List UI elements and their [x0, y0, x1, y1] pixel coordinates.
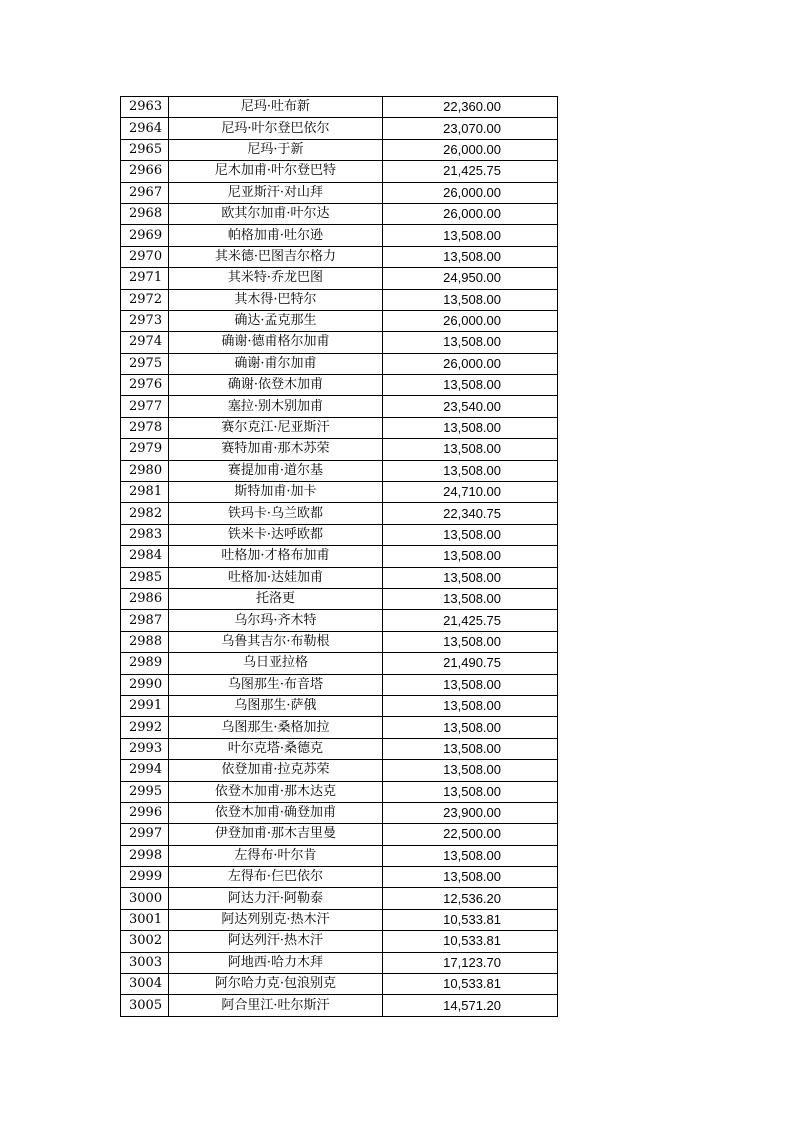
table-row: [121, 738, 558, 759]
amount-cell: 13,508.00: [383, 439, 558, 460]
data-table: [120, 96, 558, 1017]
table-row: [121, 246, 558, 267]
table-row: [121, 588, 558, 609]
name-cell: 伊登加甫·那木吉里曼: [169, 824, 383, 845]
row-number-cell: 2970: [121, 246, 169, 267]
table-row: [121, 546, 558, 567]
row-number-cell: 2987: [121, 610, 169, 631]
row-number-cell: 2971: [121, 268, 169, 289]
name-cell: 帕格加甫·吐尔逊: [169, 225, 383, 246]
amount-cell: 23,540.00: [383, 396, 558, 417]
table-row: [121, 974, 558, 995]
table-row: [121, 760, 558, 781]
amount-cell: 26,000.00: [383, 139, 558, 160]
amount-cell: 13,508.00: [383, 738, 558, 759]
table-row: [121, 995, 558, 1016]
row-number-cell: 2981: [121, 482, 169, 503]
row-number-cell: 2976: [121, 375, 169, 396]
amount-cell: 10,533.81: [383, 974, 558, 995]
row-number-cell: 2978: [121, 417, 169, 438]
table-row: [121, 182, 558, 203]
amount-cell: 13,508.00: [383, 781, 558, 802]
row-number-cell: 2975: [121, 353, 169, 374]
name-cell: 乌图那生·桑格加拉: [169, 717, 383, 738]
name-cell: 铁玛卡·乌兰欧都: [169, 503, 383, 524]
amount-cell: 12,536.20: [383, 888, 558, 909]
table-row: [121, 396, 558, 417]
amount-cell: 22,500.00: [383, 824, 558, 845]
amount-cell: 13,508.00: [383, 460, 558, 481]
row-number-cell: 2998: [121, 845, 169, 866]
amount-cell: 26,000.00: [383, 310, 558, 331]
name-cell: 确谢·甫尔加甫: [169, 353, 383, 374]
table-row: [121, 139, 558, 160]
name-cell: 阿达列汗·热木汗: [169, 931, 383, 952]
name-cell: 欧其尔加甫·叶尔达: [169, 203, 383, 224]
amount-cell: 21,425.75: [383, 161, 558, 182]
amount-cell: 10,533.81: [383, 909, 558, 930]
name-cell: 左得布·叶尔肯: [169, 845, 383, 866]
name-cell: 赛特加甫·那木苏荣: [169, 439, 383, 460]
name-cell: 依登木加甫·那木达克: [169, 781, 383, 802]
table-row: [121, 97, 558, 118]
amount-cell: 13,508.00: [383, 524, 558, 545]
row-number-cell: 3001: [121, 909, 169, 930]
table-row: [121, 439, 558, 460]
table-row: [121, 653, 558, 674]
row-number-cell: 2986: [121, 588, 169, 609]
amount-cell: 13,508.00: [383, 417, 558, 438]
row-number-cell: 2963: [121, 97, 169, 118]
amount-cell: 24,710.00: [383, 482, 558, 503]
amount-cell: 13,508.00: [383, 760, 558, 781]
name-cell: 吐格加·达娃加甫: [169, 567, 383, 588]
amount-cell: 13,508.00: [383, 588, 558, 609]
table-row: [121, 781, 558, 802]
row-number-cell: 2990: [121, 674, 169, 695]
table-row: [121, 482, 558, 503]
table-row: [121, 417, 558, 438]
row-number-cell: 2973: [121, 310, 169, 331]
amount-cell: 26,000.00: [383, 353, 558, 374]
amount-cell: 23,070.00: [383, 118, 558, 139]
row-number-cell: 2964: [121, 118, 169, 139]
row-number-cell: 2996: [121, 802, 169, 823]
name-cell: 阿地西·哈力木拜: [169, 952, 383, 973]
row-number-cell: 2999: [121, 867, 169, 888]
table-row: [121, 824, 558, 845]
table-row: [121, 610, 558, 631]
name-cell: 确达·孟克那生: [169, 310, 383, 331]
name-cell: 乌鲁其吉尔·布勒根: [169, 631, 383, 652]
table-row: [121, 888, 558, 909]
amount-cell: 17,123.70: [383, 952, 558, 973]
table-row: [121, 674, 558, 695]
name-cell: 乌尔玛·齐木特: [169, 610, 383, 631]
name-cell: 阿达列别克·热木汗: [169, 909, 383, 930]
name-cell: 叶尔克塔·桑德克: [169, 738, 383, 759]
row-number-cell: 2983: [121, 524, 169, 545]
name-cell: 尼玛·叶尔登巴依尔: [169, 118, 383, 139]
amount-cell: 13,508.00: [383, 546, 558, 567]
amount-cell: 13,508.00: [383, 375, 558, 396]
table-row: [121, 524, 558, 545]
amount-cell: 13,508.00: [383, 717, 558, 738]
name-cell: 确谢·德甫格尔加甫: [169, 332, 383, 353]
row-number-cell: 2994: [121, 760, 169, 781]
amount-cell: 22,360.00: [383, 97, 558, 118]
name-cell: 赛提加甫·道尔基: [169, 460, 383, 481]
amount-cell: 10,533.81: [383, 931, 558, 952]
row-number-cell: 2993: [121, 738, 169, 759]
amount-cell: 13,508.00: [383, 631, 558, 652]
table-row: [121, 161, 558, 182]
table-row: [121, 867, 558, 888]
row-number-cell: 2974: [121, 332, 169, 353]
name-cell: 其木得·巴特尔: [169, 289, 383, 310]
table-row: [121, 268, 558, 289]
table-row: [121, 118, 558, 139]
name-cell: 其米德·巴图吉尔格力: [169, 246, 383, 267]
row-number-cell: 2982: [121, 503, 169, 524]
row-number-cell: 2968: [121, 203, 169, 224]
name-cell: 确谢·依登木加甫: [169, 375, 383, 396]
name-cell: 依登木加甫·确登加甫: [169, 802, 383, 823]
table-row: [121, 503, 558, 524]
amount-cell: 13,508.00: [383, 867, 558, 888]
row-number-cell: 2969: [121, 225, 169, 246]
name-cell: 阿尔哈力克·包浪别克: [169, 974, 383, 995]
row-number-cell: 2991: [121, 695, 169, 716]
name-cell: 阿合里江·吐尔斯汗: [169, 995, 383, 1016]
table-row: [121, 909, 558, 930]
table-body: [121, 97, 558, 1017]
row-number-cell: 2965: [121, 139, 169, 160]
name-cell: 左得布·仨巴依尔: [169, 867, 383, 888]
table-row: [121, 225, 558, 246]
amount-cell: 13,508.00: [383, 332, 558, 353]
amount-cell: 13,508.00: [383, 225, 558, 246]
name-cell: 尼玛·于新: [169, 139, 383, 160]
amount-cell: 13,508.00: [383, 845, 558, 866]
table-row: [121, 310, 558, 331]
row-number-cell: 2977: [121, 396, 169, 417]
amount-cell: 21,490.75: [383, 653, 558, 674]
name-cell: 斯特加甫·加卡: [169, 482, 383, 503]
row-number-cell: 2995: [121, 781, 169, 802]
name-cell: 铁米卡·达呼欧都: [169, 524, 383, 545]
amount-cell: 21,425.75: [383, 610, 558, 631]
amount-cell: 13,508.00: [383, 246, 558, 267]
row-number-cell: 2989: [121, 653, 169, 674]
table-row: [121, 203, 558, 224]
table-row: [121, 460, 558, 481]
row-number-cell: 2980: [121, 460, 169, 481]
name-cell: 依登加甫·拉克苏荣: [169, 760, 383, 781]
row-number-cell: 2988: [121, 631, 169, 652]
row-number-cell: 2967: [121, 182, 169, 203]
name-cell: 尼亚斯汗·对山拜: [169, 182, 383, 203]
name-cell: 托洛更: [169, 588, 383, 609]
amount-cell: 24,950.00: [383, 268, 558, 289]
table-row: [121, 845, 558, 866]
table-row: [121, 717, 558, 738]
table-row: [121, 353, 558, 374]
amount-cell: 13,508.00: [383, 567, 558, 588]
amount-cell: 23,900.00: [383, 802, 558, 823]
row-number-cell: 3003: [121, 952, 169, 973]
name-cell: 尼木加甫·叶尔登巴特: [169, 161, 383, 182]
amount-cell: 22,340.75: [383, 503, 558, 524]
table-row: [121, 567, 558, 588]
amount-cell: 13,508.00: [383, 289, 558, 310]
name-cell: 乌图那生·萨俄: [169, 695, 383, 716]
table-row: [121, 375, 558, 396]
amount-cell: 26,000.00: [383, 182, 558, 203]
table-row: [121, 952, 558, 973]
amount-cell: 13,508.00: [383, 674, 558, 695]
row-number-cell: 3000: [121, 888, 169, 909]
row-number-cell: 3004: [121, 974, 169, 995]
name-cell: 其米特·乔龙巴图: [169, 268, 383, 289]
name-cell: 乌日亚拉格: [169, 653, 383, 674]
row-number-cell: 2985: [121, 567, 169, 588]
row-number-cell: 2972: [121, 289, 169, 310]
table-row: [121, 695, 558, 716]
name-cell: 尼玛·吐布新: [169, 97, 383, 118]
row-number-cell: 3002: [121, 931, 169, 952]
row-number-cell: 2979: [121, 439, 169, 460]
table-row: [121, 802, 558, 823]
amount-cell: 13,508.00: [383, 695, 558, 716]
amount-cell: 14,571.20: [383, 995, 558, 1016]
name-cell: 赛尔克江·尼亚斯汗: [169, 417, 383, 438]
table-row: [121, 289, 558, 310]
table-row: [121, 931, 558, 952]
row-number-cell: 2984: [121, 546, 169, 567]
table-row: [121, 631, 558, 652]
name-cell: 吐格加·才格布加甫: [169, 546, 383, 567]
row-number-cell: 2992: [121, 717, 169, 738]
name-cell: 阿达力汗·阿勒泰: [169, 888, 383, 909]
row-number-cell: 2966: [121, 161, 169, 182]
table-row: [121, 332, 558, 353]
amount-cell: 26,000.00: [383, 203, 558, 224]
row-number-cell: 2997: [121, 824, 169, 845]
name-cell: 塞拉·别木别加甫: [169, 396, 383, 417]
row-number-cell: 3005: [121, 995, 169, 1016]
name-cell: 乌图那生·布音塔: [169, 674, 383, 695]
